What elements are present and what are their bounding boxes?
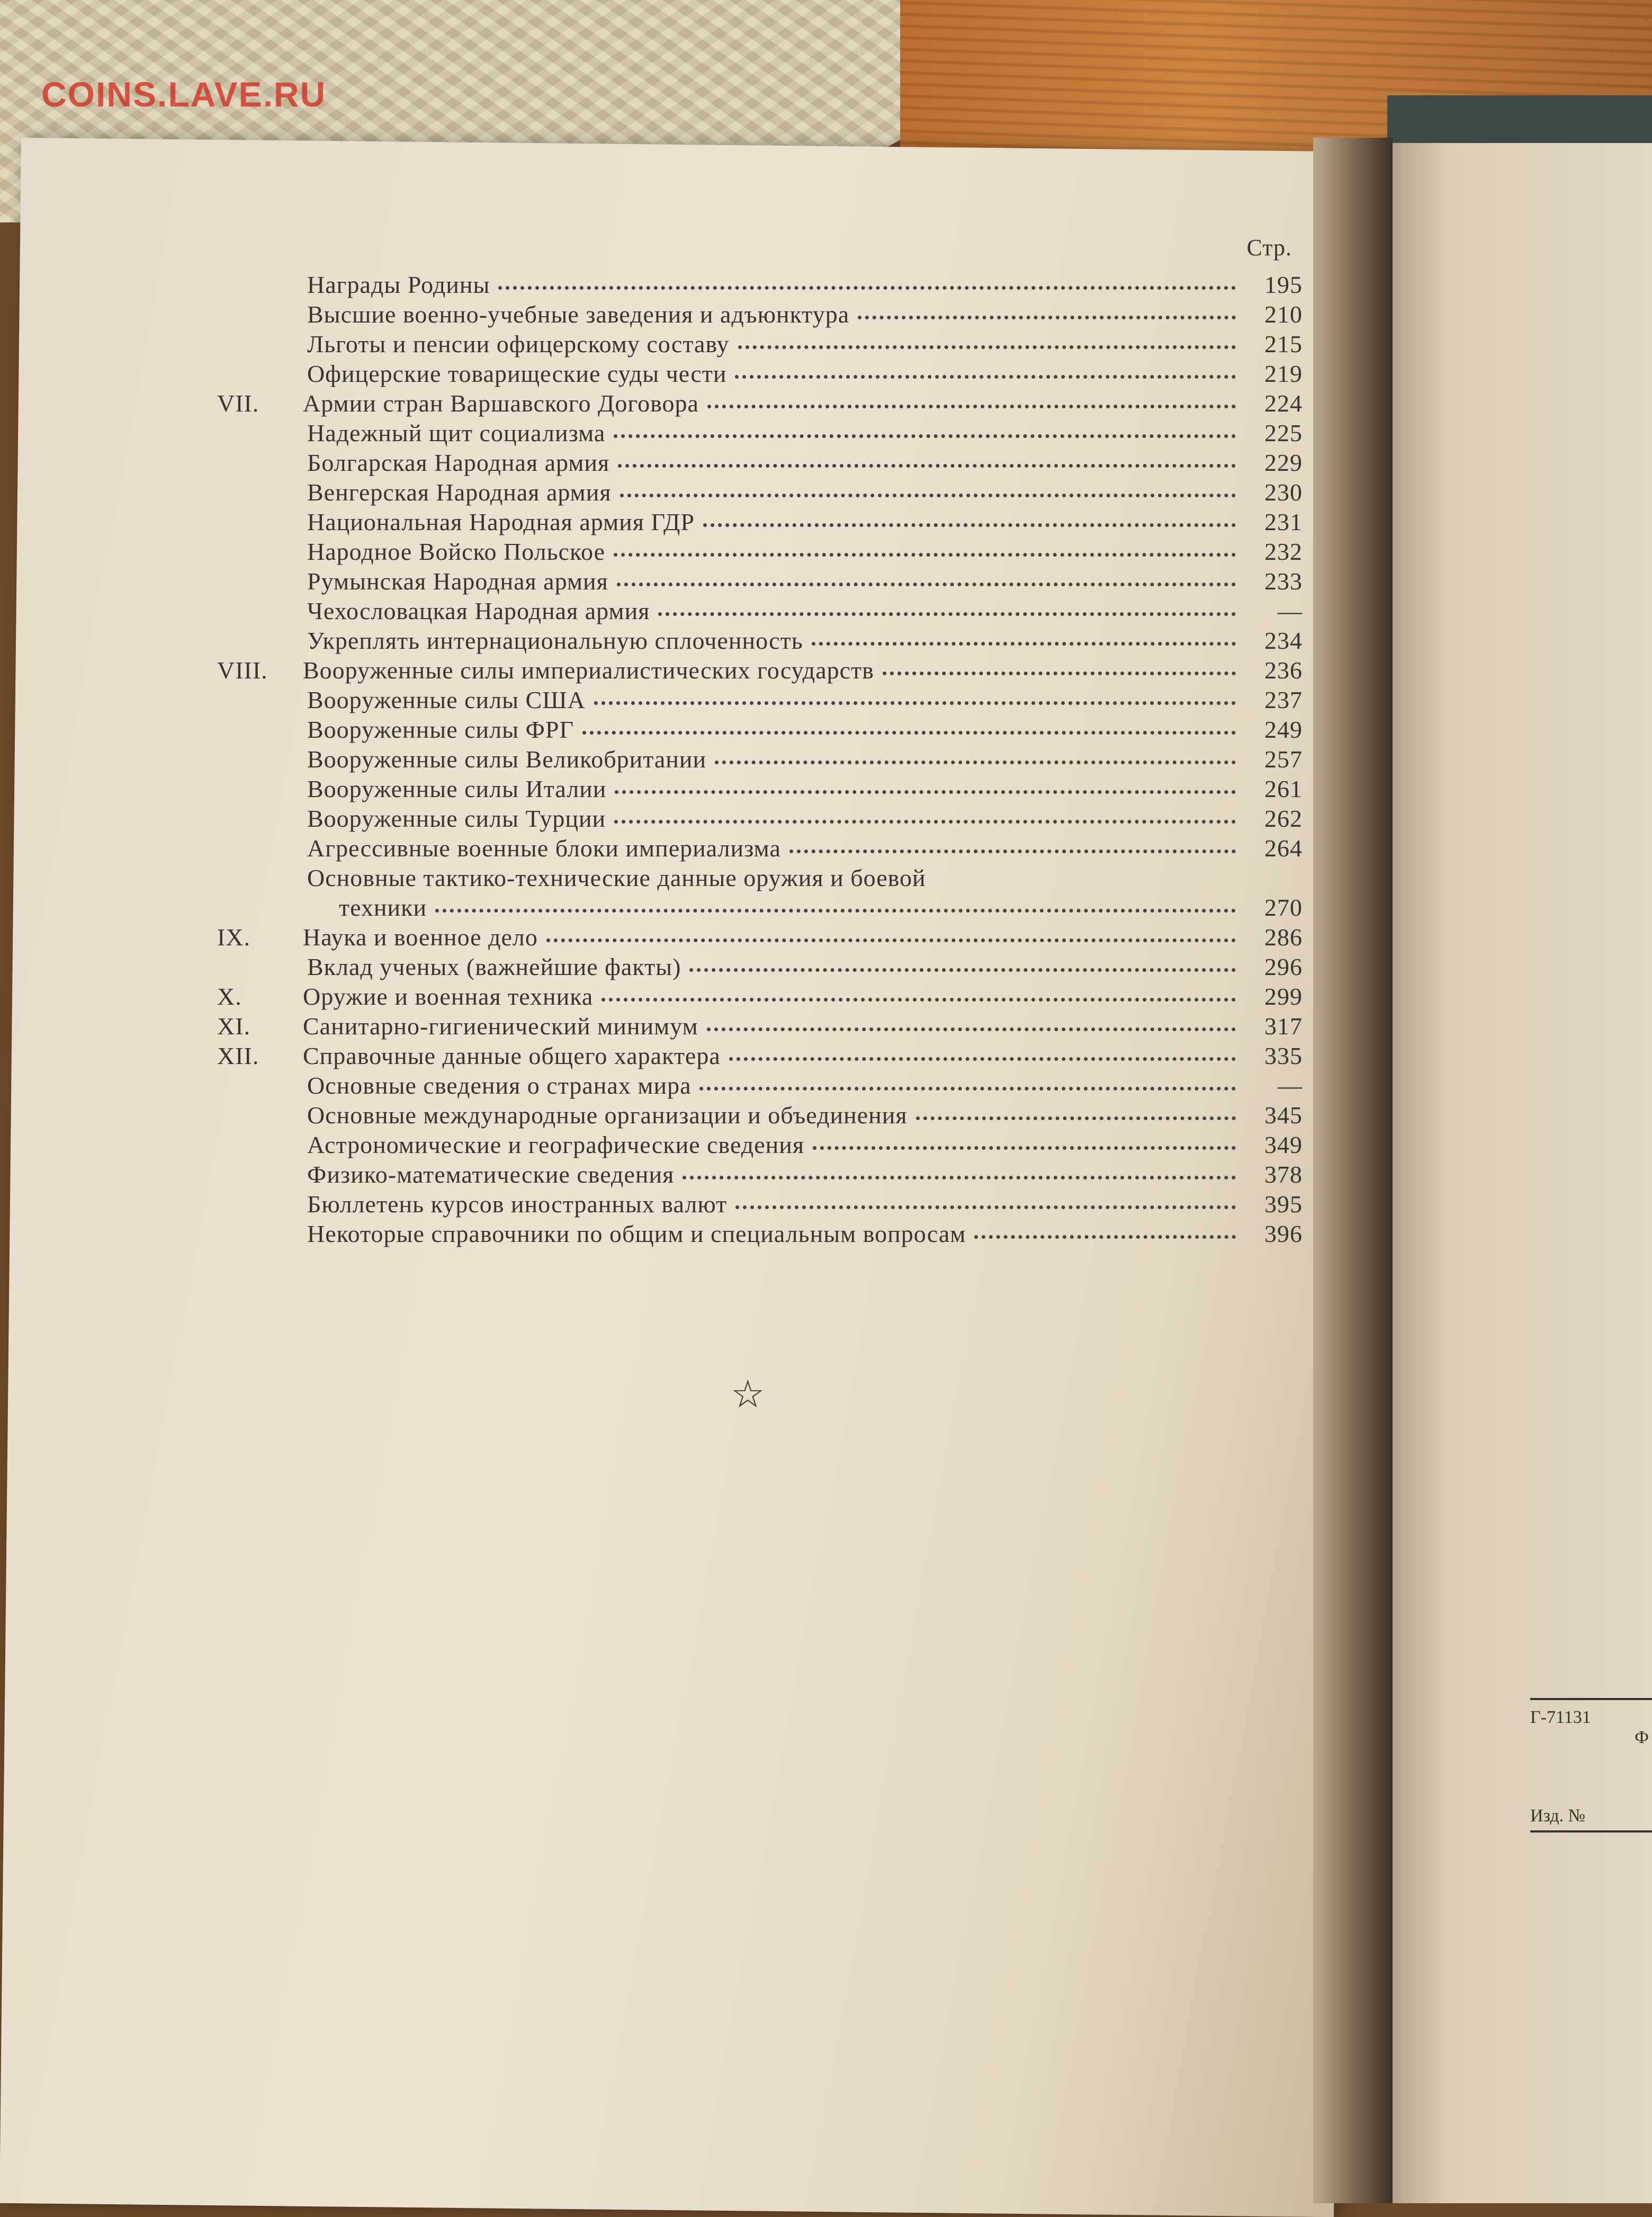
toc-entry-page: 264 [1264, 835, 1303, 862]
toc-entry-title: Некоторые справочники по общим и специальным вопросам [307, 1220, 966, 1247]
toc-dot-leader [546, 933, 1236, 942]
toc-entry [217, 567, 1303, 596]
page-column-header: Стр. [1246, 235, 1292, 261]
imprint-code-text: Г-71131 [1530, 1708, 1591, 1727]
imprint-rule-top [1530, 1698, 1652, 1700]
toc-entry [217, 507, 1303, 537]
toc-dot-leader [715, 755, 1236, 764]
toc-entry-page: 378 [1264, 1161, 1303, 1188]
toc-dot-leader [703, 518, 1236, 527]
toc-entry-number: XII. [217, 1042, 259, 1069]
toc-entry [217, 1130, 1303, 1160]
toc-entry-page: 237 [1264, 686, 1303, 713]
toc-entry-title: Агрессивные военные блоки империализма [307, 835, 781, 862]
toc-entry-page: 257 [1264, 746, 1303, 773]
toc-entry [217, 626, 1303, 656]
toc-dot-leader [435, 904, 1236, 913]
toc-entry [217, 893, 1303, 923]
toc-entry-page: 219 [1264, 360, 1303, 387]
toc-entry [217, 478, 1303, 507]
toc-entry [217, 329, 1303, 359]
toc-entry-title: Награды Родины [307, 271, 490, 298]
toc-entry-page: 286 [1264, 924, 1303, 951]
toc-entry [217, 982, 1303, 1012]
star-ornament-icon: ☆ [731, 1373, 765, 1416]
toc-entry-title: Основные сведения о странах мира [307, 1072, 692, 1099]
toc-entry-page: 396 [1264, 1220, 1303, 1247]
toc-dot-leader [729, 1052, 1236, 1061]
toc-entry-page: 236 [1264, 657, 1303, 684]
toc-dot-leader [916, 1111, 1236, 1120]
toc-entry [217, 804, 1303, 834]
toc-dot-leader [618, 459, 1236, 468]
toc-entry [217, 596, 1303, 626]
toc-entry-title: Вклад ученых (важнейшие факты) [307, 953, 681, 980]
toc-entry-title: Венгерская Народная армия [307, 479, 612, 506]
toc-entry [217, 774, 1303, 804]
toc-entry [217, 1190, 1303, 1219]
toc-entry [217, 389, 1303, 418]
toc-entry-title: Льготы и пенсии офицерскому составу [307, 330, 730, 357]
toc-entry-number: X. [217, 983, 242, 1010]
toc-entry [217, 270, 1303, 300]
table-of-contents [217, 233, 1303, 1249]
toc-dot-leader [594, 696, 1236, 705]
toc-entry-title: Народное Войско Польское [307, 538, 605, 565]
toc-entry-title: Физико-математические сведения [307, 1161, 675, 1188]
toc-entry-page: 335 [1264, 1042, 1303, 1069]
toc-entry [217, 863, 1303, 893]
toc-entry-title: Наука и военное дело [303, 924, 538, 951]
toc-entry [217, 1101, 1303, 1130]
toc-entry [217, 685, 1303, 715]
toc-dot-leader [789, 844, 1236, 853]
watermark: COINS.LAVE.RU [41, 75, 327, 114]
toc-dot-leader [974, 1230, 1236, 1239]
toc-entry-page: — [1278, 1072, 1303, 1099]
toc-entry-page: 229 [1264, 449, 1303, 476]
right-page [1377, 143, 1652, 2203]
toc-entry-page: 261 [1264, 775, 1303, 802]
toc-entry [217, 923, 1303, 952]
toc-dot-leader [683, 1170, 1236, 1179]
toc-dot-leader [620, 488, 1236, 497]
imprint-edition: Изд. № [1530, 1806, 1652, 1832]
toc-dot-leader [614, 429, 1236, 438]
toc-dot-leader [812, 637, 1236, 646]
toc-entry-page: 225 [1264, 419, 1303, 446]
toc-dot-leader [614, 548, 1236, 557]
toc-entry-number: VII. [217, 390, 259, 417]
toc-entry-number: VIII. [217, 657, 268, 684]
toc-entry-title: Астрономические и географические сведения [307, 1131, 805, 1158]
toc-entry-title: техники [339, 894, 427, 921]
toc-entry-title: Румынская Народная армия [307, 568, 608, 595]
toc-entry-page: 230 [1264, 479, 1303, 506]
toc-entry [217, 448, 1303, 478]
toc-dot-leader [858, 310, 1236, 319]
toc-entry-number: XI. [217, 1013, 251, 1040]
toc-rows [217, 270, 1303, 1249]
toc-dot-leader [735, 1200, 1236, 1209]
toc-dot-leader [601, 993, 1236, 1002]
toc-dot-leader [658, 607, 1236, 616]
toc-entry-page: 262 [1264, 805, 1303, 832]
toc-entry [217, 952, 1303, 982]
toc-entry-title: Национальная Народная армия ГДР [307, 508, 695, 535]
toc-entry [217, 745, 1303, 774]
toc-entry [217, 1041, 1303, 1071]
toc-dot-leader [707, 1022, 1236, 1031]
toc-entry-page: 224 [1264, 390, 1303, 417]
toc-entry-title: Болгарская Народная армия [307, 449, 610, 476]
toc-entry-page: 231 [1264, 508, 1303, 535]
toc-dot-leader [498, 281, 1236, 290]
toc-entry-title: Оружие и военная техника [303, 983, 594, 1010]
toc-entry-page: — [1278, 597, 1303, 624]
toc-entry-title: Чехословацкая Народная армия [307, 597, 650, 624]
toc-entry [217, 359, 1303, 389]
toc-entry-title: Основные международные организации и объединения [307, 1102, 908, 1129]
toc-entry-page: 234 [1264, 627, 1303, 654]
toc-entry [217, 1012, 1303, 1041]
toc-entry [217, 1219, 1303, 1249]
toc-entry-page: 296 [1264, 953, 1303, 980]
toc-dot-leader [707, 399, 1236, 408]
toc-entry-title: Справочные данные общего характера [303, 1042, 721, 1069]
toc-dot-leader [689, 963, 1236, 972]
toc-entry-title: Надежный щит социализма [307, 419, 606, 446]
book-gutter [1313, 138, 1393, 2203]
toc-dot-leader [735, 370, 1236, 379]
toc-entry-title: Санитарно-гигиенический минимум [303, 1013, 698, 1040]
toc-entry [217, 418, 1303, 448]
toc-entry [217, 834, 1303, 863]
toc-entry-page: 349 [1264, 1131, 1303, 1158]
imprint-block [1530, 1695, 1652, 1832]
toc-entry-page: 270 [1264, 894, 1303, 921]
toc-entry-page: 195 [1264, 271, 1303, 298]
toc-entry-title: Вооруженные силы США [307, 686, 586, 713]
toc-entry-title: Вооруженные силы Великобритании [307, 746, 707, 773]
toc-entry-title: Основные тактико-технические данные оружия и боевой [307, 864, 926, 891]
toc-entry-title: Офицерские товарищеские суды чести [307, 360, 727, 387]
toc-entry-page: 233 [1264, 568, 1303, 595]
toc-entry [217, 1160, 1303, 1190]
toc-entry-title: Вооруженные силы Италии [307, 775, 607, 802]
toc-entry [217, 1071, 1303, 1101]
toc-dot-leader [813, 1141, 1236, 1150]
toc-dot-leader [617, 577, 1236, 586]
toc-entry [217, 537, 1303, 567]
toc-entry [217, 715, 1303, 745]
toc-entry-title: Вооруженные силы ФРГ [307, 716, 574, 743]
toc-dot-leader [582, 726, 1236, 735]
toc-dot-leader [614, 815, 1236, 824]
toc-entry-title: Укреплять интернациональную сплоченность [307, 627, 803, 654]
toc-dot-leader [699, 1081, 1236, 1090]
toc-entry [217, 656, 1303, 685]
toc-entry-page: 249 [1264, 716, 1303, 743]
toc-dot-leader [615, 785, 1236, 794]
toc-dot-leader [738, 340, 1236, 349]
toc-entry-page: 395 [1264, 1191, 1303, 1218]
toc-entry-title: Вооруженные силы Турции [307, 805, 606, 832]
imprint-letter: Ф [1635, 1728, 1649, 1747]
toc-dot-leader [883, 666, 1236, 675]
toc-entry-title: Высшие военно-учебные заведения и адъюнктура [307, 301, 850, 328]
toc-entry-page: 317 [1264, 1013, 1303, 1040]
toc-entry-page: 210 [1264, 301, 1303, 328]
toc-entry-title: Бюллетень курсов иностранных валют [307, 1191, 728, 1218]
toc-entry-page: 215 [1264, 330, 1303, 357]
toc-entry-title: Вооруженные силы империалистических государств [303, 657, 874, 684]
toc-entry-page: 299 [1264, 983, 1303, 1010]
toc-entry-page: 232 [1264, 538, 1303, 565]
toc-entry [217, 300, 1303, 329]
imprint-code [1530, 1703, 1652, 1728]
toc-entry-number: IX. [217, 924, 251, 951]
toc-entry-title: Армии стран Варшавского Договора [303, 390, 699, 417]
toc-entry-page: 345 [1264, 1102, 1303, 1129]
